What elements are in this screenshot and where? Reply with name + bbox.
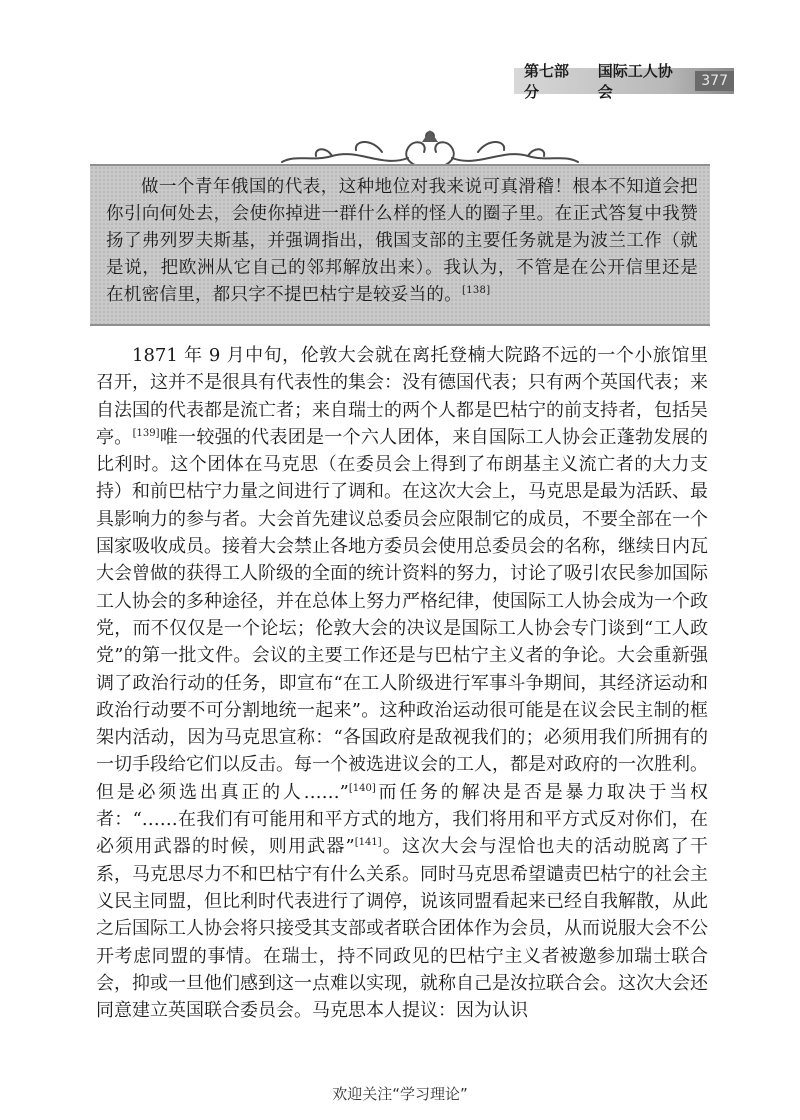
note-ref: [138]	[462, 285, 491, 297]
header-section: 第七部分	[524, 62, 570, 101]
note-ref: [140]	[348, 782, 376, 794]
note-ref: [139]	[132, 427, 160, 439]
epigraph-quote-box	[90, 164, 710, 326]
note-ref: [141]	[354, 837, 382, 849]
footer-note: 欢迎关注“学习理论”	[332, 1085, 468, 1103]
running-header	[514, 62, 734, 101]
body-paragraph: 1871 年 9 月中旬，伦敦大会就在离托登楠大院路不远的一个小旅馆里召开，这并不是很具有代表性的集会：没有德国代表；只有两个英国代表；来自法国的代表都是流亡者；来自瑞士的两个人都是巴枯宁的前支持者，包括吴亭。[139]唯一较强的代表团是一个六人团体，来自国际工人协会正蓬勃发展的比利时。这个团体在马克思（在委员会上得到了布朗基主义流亡者的大力支持）和前巴枯宁力量之间进行了调和。在这次大会上，马克思是最为活跃、最具影响力的参与者。大会首先建议总委员会应限制它的成员，不要全部在一个国家吸收成员。接着大会禁止各地方委员会使用总委员会的名称，继续日内瓦大会曾做的获得工人阶级的全面的统计资料的努力，讨论了吸引农民参加国际工人协会的多种途径，并在总体上努力严格纪律，使国际工人协会成为一个政党，而不仅仅是一个论坛；伦敦大会的决议是国际工人协会专门谈到“工人政党”的第一批文件。会议的主要工作还是与巴枯宁主义者的争论。大会重新强调了政治行动的任务，即宣布“在工人阶级进行军事斗争期间，其经济运动和政治行动要不可分割地统一起来”。这种政治运动很可能是在议会民主制的框架内活动，因为马克思宣称：“各国政府是敌视我们的；必须用我们所拥有的一切手段给它们以反击。每一个被选进议会的工人，都是对政府的一次胜利。但是必须选出真正的人……”[140]而任务的解决是否是暴力取决于当权者：“……在我们有可能用和平方式的地方，我们将用和平方式反对你们，在必须用武器的时候，则用武器”[141]。这次大会与涅恰也夫的活动脱离了干系，马克思尽力不和巴枯宁有什么关系。同时马克思希望谴责巴枯宁的社会主义民主同盟，但比利时代表进行了调停，说该同盟看起来已经自我解散，从此之后国际工人协会将只接受其支部或者联合团体作为会员，从而说服大会不公开考虑同盟的事情。在瑞士，持不同政见的巴枯宁主义者被邀参加瑞士联合会，抑或一旦他们感到这一点难以实现，就称自己是汝拉联合会。这次大会还同意建立英国联合委员会。马克思本人提议：因为认识	[96, 345, 709, 1022]
epigraph-text: 做一个青年俄国的代表，这种地位对我来说可真滑稽！根本不知道会把你引向何处去，会使你掉进一群什么样的怪人的圈子里。在正式答复中我赞扬了弗列罗夫斯基，并强调指出，俄国支部的主要任务就是为波兰工作（就是说，把欧洲从它自己的邻邦解放出来）。我认为，不管是在公开信里还是在机密信里，都只字不提巴枯宁是较妥当的。[138]	[106, 177, 698, 305]
header-title: 国际工人协会	[597, 62, 673, 101]
page-number: 377	[695, 71, 734, 91]
